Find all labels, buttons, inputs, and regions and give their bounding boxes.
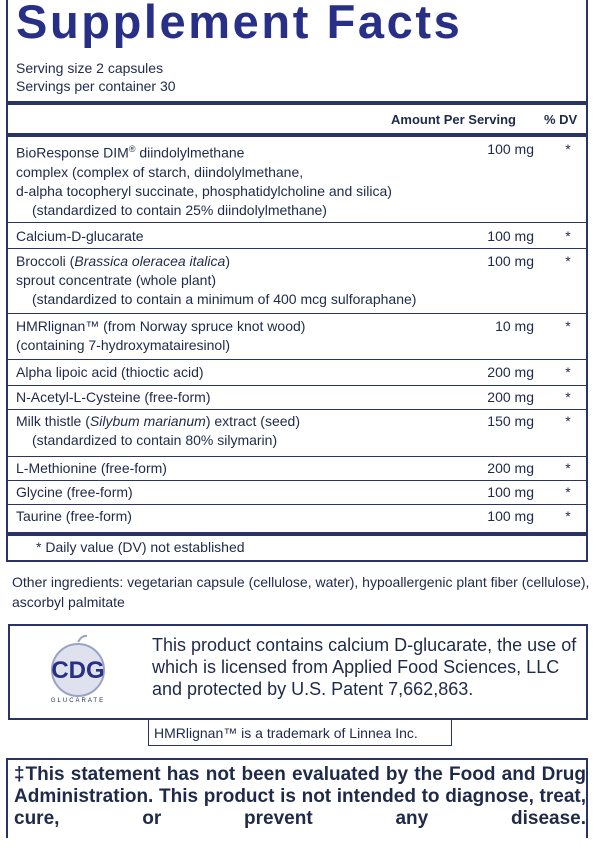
other-ingredients: Other ingredients: vegetarian capsule (cellulose, water), hypoallergenic plant fiber (cellulose), ascorbyl palmitate [12,574,590,610]
nutrient-dv: * [565,141,571,157]
nutrient-dv: * [565,253,571,269]
amount-header: Amount Per Serving [391,112,516,127]
nutrient-amount: 100 mg [487,253,534,269]
trademark-note: HMRlignan™ is a trademark of Linnea Inc. [148,720,452,746]
nutrient-dv: * [565,484,571,500]
nutrient-amount: 100 mg [487,228,534,244]
nutrient-amount: 10 mg [495,318,534,334]
footer-rule [8,532,586,536]
header-bottom-rule [8,133,586,137]
nutrient-dv: * [565,508,571,524]
nutrient-name: N-Acetyl-L-Cysteine (free-form) [16,389,211,405]
nutrient-name: Taurine (free-form) [16,508,132,524]
nutrient-dv: * [565,413,571,429]
cdg-license-box [8,624,588,720]
supplement-facts-panel [6,0,588,562]
fda-disclaimer-box [6,758,588,838]
nutrient-name: HMRlignan™ (from Norway spruce knot wood) (containing 7-hydroxymatairesinol) [16,318,306,353]
nutrient-dv: * [565,228,571,244]
serving-size: Serving size 2 capsules [16,60,164,76]
panel-title: Supplement Facts [16,0,463,48]
nutrient-name: Glycine (free-form) [16,484,133,500]
nutrient-amount: 100 mg [487,508,534,524]
header-rule [8,101,586,105]
nutrient-name: Milk thistle (Silybum marianum) extract (seed) (standardized to contain 80% silymarin) [16,413,300,448]
dv-header: % DV [544,112,578,127]
nutrient-amount: 200 mg [487,389,534,405]
nutrient-amount: 100 mg [487,141,534,157]
nutrient-dv: * [565,364,571,380]
nutrient-dv: * [565,389,571,405]
nutrient-amount: 100 mg [487,484,534,500]
nutrient-amount: 200 mg [487,460,534,476]
servings-per-container: Servings per container 30 [16,78,176,94]
cdg-logo-sub: GLUCARATE [50,698,106,704]
nutrient-name: Calcium-D-glucarate [16,228,144,244]
cdg-logo-icon [22,632,132,710]
dv-footnote: * Daily value (DV) not established [36,539,245,555]
cdg-statement: This product contains calcium D-glucarate, the use of which is licensed from Applied Food Sciences, LLC and protected by U.S. Patent 7,662,863. [152,635,577,699]
nutrient-amount: 200 mg [487,364,534,380]
nutrient-name: Broccoli (Brassica oleracea italica) sprout concentrate (whole plant) (standardized to contain a minimum of 400 mcg sulforaphane) [16,253,417,307]
fda-disclaimer: ‡This statement has not been evaluated by the Food and Drug Administration. This product is not intended to diagnose, treat, cure, or prevent any disease. [14,764,586,829]
nutrient-name: BioResponse DIM® diindolylmethane complex (complex of starch, diindolylmethane, d-alpha tocopheryl succinate, phosphatidylcholine and silica) (standardized to contain 25% diindolylmethane) [16,144,392,218]
nutrient-name: Alpha lipoic acid (thioctic acid) [16,364,204,380]
cdg-logo-text: CDG [51,657,105,684]
nutrient-dv: * [565,460,571,476]
nutrient-name: L-Methionine (free-form) [16,460,167,476]
nutrient-dv: * [565,318,571,334]
nutrient-amount: 150 mg [487,413,534,429]
